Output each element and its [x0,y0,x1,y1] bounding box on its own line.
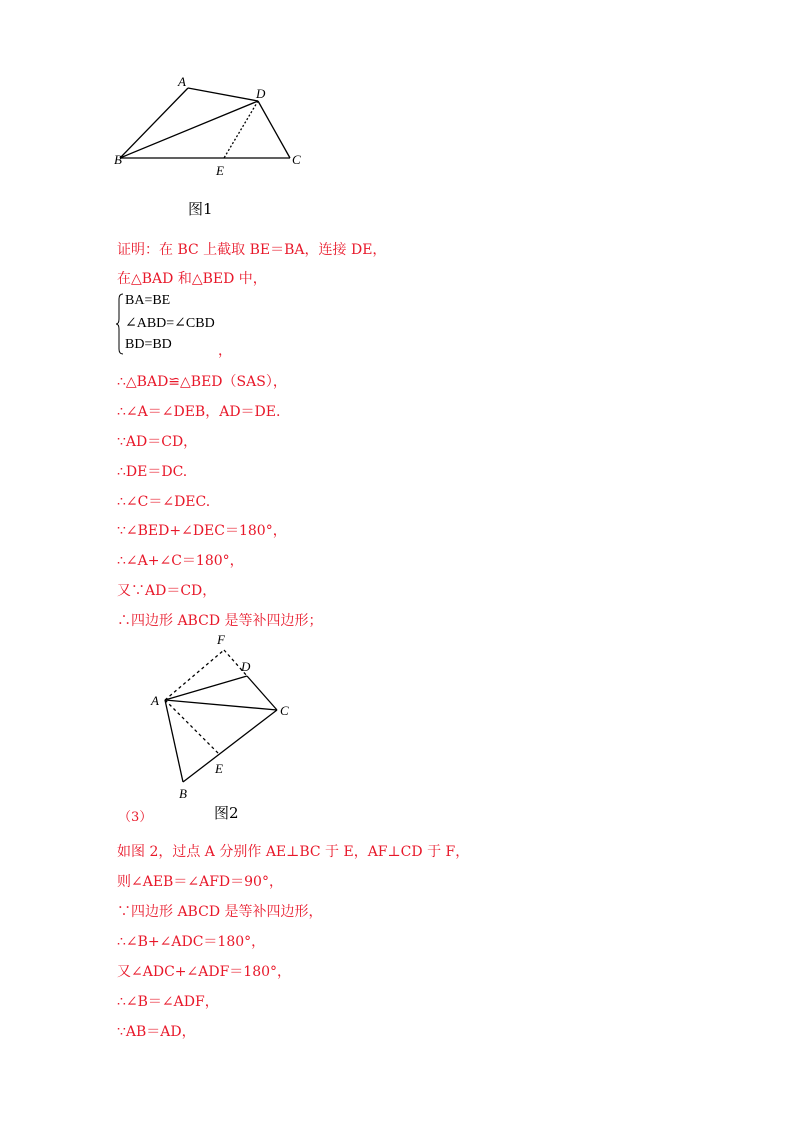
figure-2-diagram [145,630,305,802]
system-row: BA=BE [125,293,171,308]
fig1-label-a: A [178,74,186,89]
fig2-label-f: F [217,632,225,647]
proof-line: 又∠ADC+∠ADF＝180°， [117,964,292,980]
proof-line: ∵∠BED+∠DEC＝180°， [117,523,287,539]
proof-line: ∴∠B+∠ADC＝180°， [117,934,266,950]
system-row: ∠ABD=∠CBD [125,316,215,331]
fig2-label-a: A [151,693,159,708]
proof-line: 又∵AD＝CD， [117,583,217,599]
proof-line: 则∠AEB＝∠AFD＝90°， [117,874,283,890]
fig1-label-c: C [292,152,301,167]
fig2-label-c: C [280,703,289,718]
proof-line: ∵AD＝CD， [117,434,198,450]
proof-line: ∴∠A＝∠DEB，AD＝DE. [117,404,281,420]
proof-line: ∴∠A+∠C＝180°， [117,553,244,569]
figure-1-diagram [110,70,310,180]
proof-line: 证明：在 BC 上截取 BE＝BA，连接 DE， [117,242,387,258]
proof-line: ∴△BAD≌△BED（SAS）， [117,374,287,390]
left-brace [115,293,125,355]
figure-2-caption: 图2 [214,804,239,822]
fig2-label-e: E [215,761,223,776]
fig2-label-d: D [241,659,251,674]
system-row: BD=BD [125,337,172,352]
proof-line: ∵AB＝AD， [117,1024,196,1040]
fig1-label-b: B [114,152,122,167]
proof-line: ∵四边形 ABCD 是等补四边形， [117,904,323,920]
proof-line: ∴∠C＝∠DEC. [117,494,211,510]
proof-line: 如图 2，过点 A 分别作 AE⊥BC 于 E，AF⊥CD 于 F， [117,844,470,860]
fig1-label-d: D [256,86,266,101]
fig2-label-b: B [179,786,187,801]
proof-line: ∴∠B＝∠ADF， [117,994,219,1010]
system-comma: ， [218,343,232,359]
proof-line: 在△BAD 和△BED 中， [117,271,267,287]
figure-1-caption: 图1 [188,200,213,218]
proof-line: ∴四边形 ABCD 是等补四边形； [117,613,323,629]
fig1-label-e: E [216,163,224,178]
step-label: （3） [118,810,153,825]
proof-line: ∴DE＝DC. [117,464,188,480]
